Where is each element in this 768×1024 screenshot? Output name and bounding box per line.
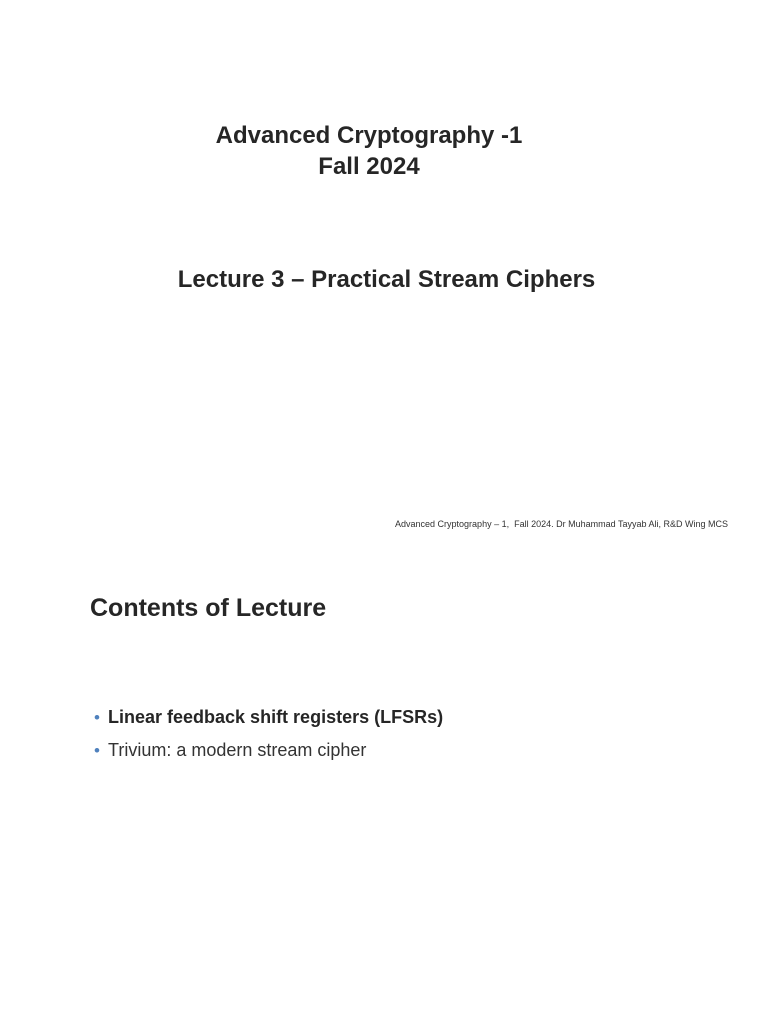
bullet-list <box>94 701 443 767</box>
bullet-point-icon: • <box>94 741 100 760</box>
course-title-line1: Advanced Cryptography -1 <box>215 122 523 149</box>
bullet-text: Linear feedback shift registers (LFSRs) <box>108 707 444 727</box>
course-title <box>204 120 534 182</box>
bullet-text: Trivium: a modern stream cipher <box>108 740 367 760</box>
contents-slide <box>0 540 768 1024</box>
bullet-item-lfsr <box>94 701 443 734</box>
bullet-item-trivium <box>94 734 443 767</box>
bullet-point-icon: • <box>94 708 100 727</box>
contents-heading: Contents of Lecture <box>90 594 327 622</box>
course-title-line2: Fall 2024 <box>318 153 420 180</box>
slide-footer: Advanced Cryptography – 1, Fall 2024. Dr Muhammad Tayyab Ali, R&D Wing MCS <box>395 519 728 529</box>
lecture-title: Lecture 3 – Practical Stream Ciphers <box>177 266 596 293</box>
